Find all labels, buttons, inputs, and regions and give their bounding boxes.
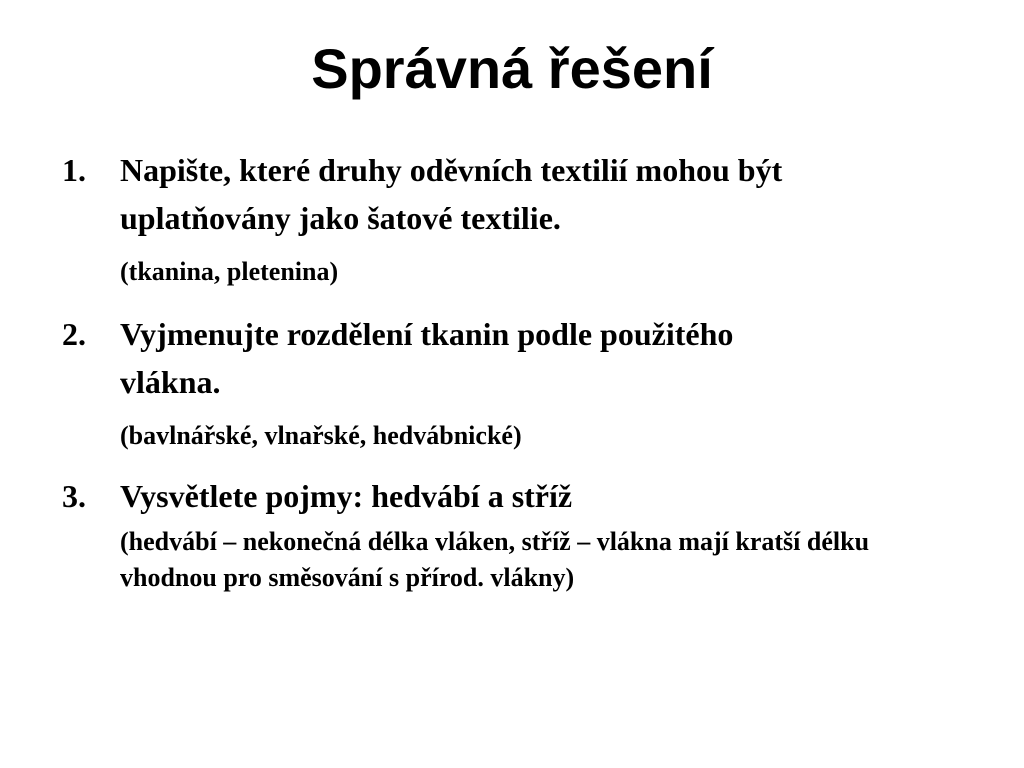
item-answer: (tkanina, pletenina) [120, 257, 339, 286]
item-question: Vyjmenujte rozdělení tkanin podle použitého vlákna. [120, 316, 734, 400]
item-number: 2. [62, 316, 86, 352]
list-item [62, 310, 962, 454]
item-number: 1. [62, 152, 86, 188]
list-item [62, 472, 962, 596]
item-question: Vysvětlete pojmy: hedvábí a stříž [120, 478, 573, 514]
item-number: 3. [62, 478, 86, 514]
item-question: Napište, které druhy oděvních textilií mohou být uplatňovány jako šatové textilie. [120, 152, 783, 236]
item-answer: (bavlnářské, vlnařské, hedvábnické) [120, 421, 522, 450]
list-item [62, 146, 962, 290]
slide-title: Správná řešení [311, 37, 713, 100]
item-answer: (hedvábí – nekonečná délka vláken, stříž – vlákna mají kratší délku vhodnou pro směsování s přírod. vlákny) [120, 527, 870, 592]
